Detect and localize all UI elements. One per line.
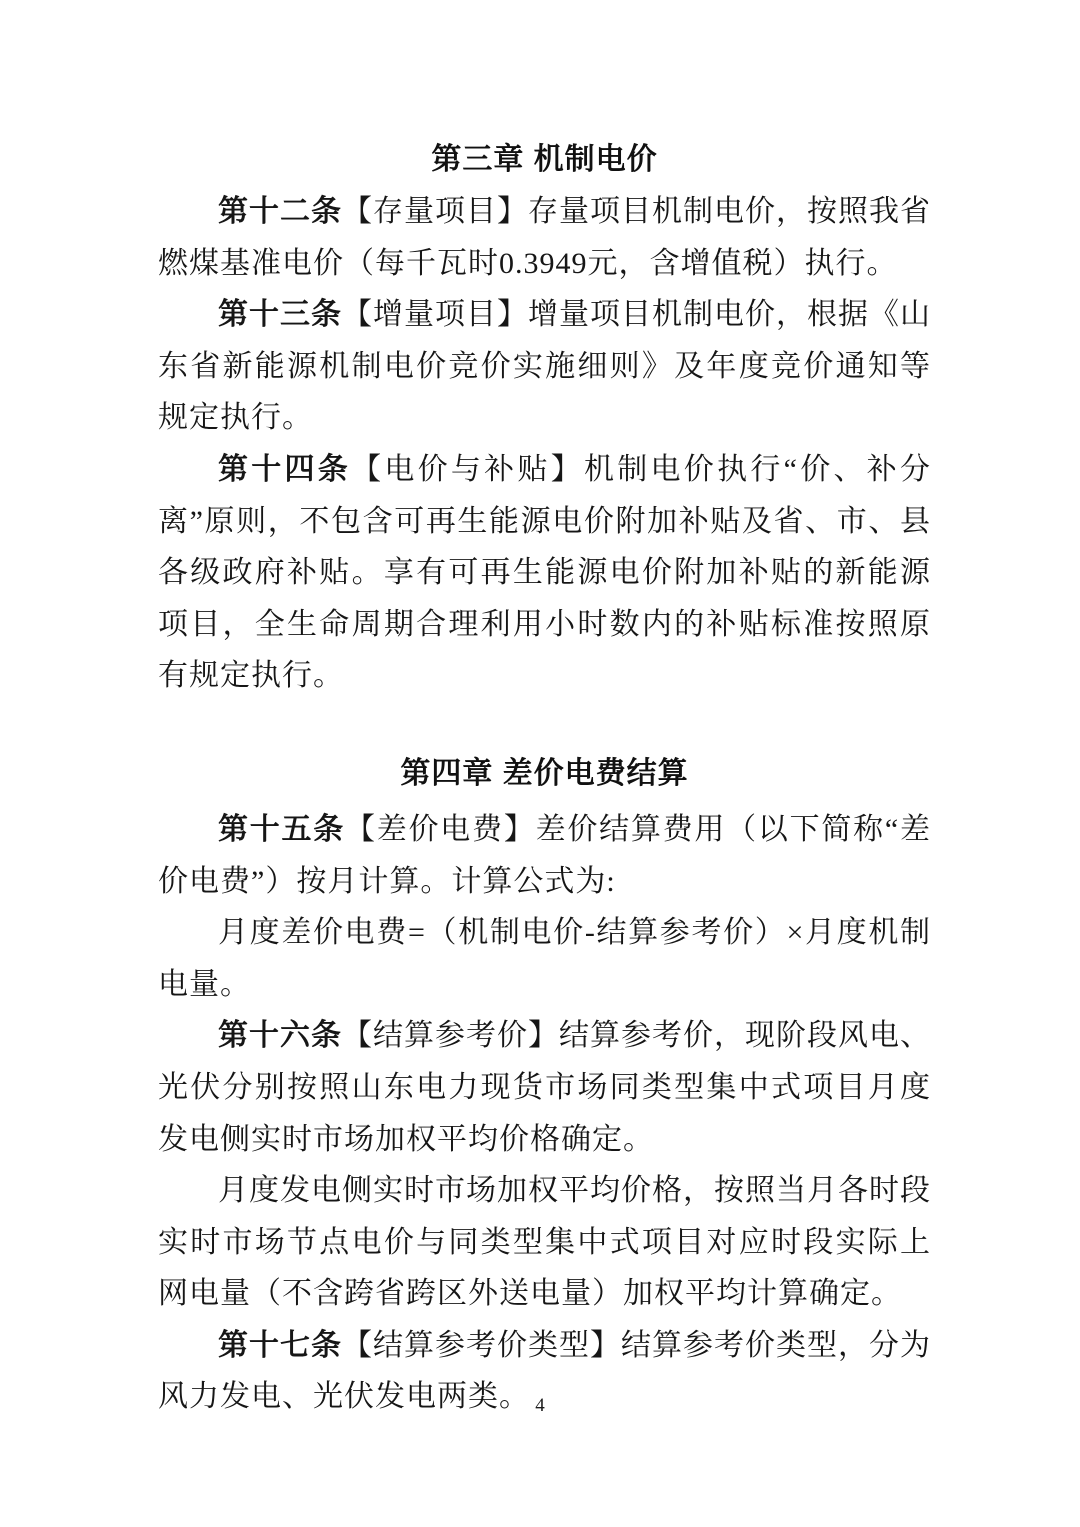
article-17-label: 【结算参考价类型】 bbox=[342, 1328, 621, 1362]
article-16-body: 结算参考价，现阶段风电、光伏分别按照山东电力现货市场同类型集中式项目月度发电侧实时市场加权平均价格确定。 bbox=[158, 1019, 931, 1156]
article-14-number: 第十四条 bbox=[218, 452, 352, 486]
formula-paragraph bbox=[158, 907, 931, 1010]
chapter-3-section bbox=[158, 134, 931, 702]
article-14-paragraph bbox=[158, 444, 931, 702]
article-17-body: 结算参考价类型，分为风力发电、光伏发电两类。 bbox=[158, 1328, 931, 1414]
page-number: 4 bbox=[535, 1395, 545, 1416]
article-15-label: 【差价电费】 bbox=[345, 812, 536, 846]
chapter-3-title: 第三章 机制电价 bbox=[431, 143, 658, 176]
article-12-body: 存量项目机制电价，按照我省燃煤基准电价（每千瓦时0.3949元，含增值税）执行。 bbox=[158, 195, 931, 280]
document-content bbox=[158, 134, 931, 1423]
chapter-4-title: 第四章 差价电费结算 bbox=[400, 756, 689, 790]
article-15-body: 差价结算费用（以下简称“差价电费”）按月计算。计算公式为: bbox=[158, 812, 931, 898]
formula-text: 月度差价电费=（机制电价-结算参考价）×月度机制电量。 bbox=[158, 916, 931, 1001]
article-13-paragraph bbox=[158, 289, 931, 444]
article-13-body: 增量项目机制电价，根据《山东省新能源机制电价竞价实施细则》及年度竞价通知等规定执行。 bbox=[158, 298, 931, 435]
article-12-paragraph bbox=[158, 186, 931, 289]
article-12-number: 第十二条 bbox=[218, 195, 342, 228]
article-14-body: 机制电价执行“价、补分离”原则，不包含可再生能源电价附加补贴及省、市、县各级政府补贴。享有可再生能源电价附加补贴的新能源项目，全生命周期合理利用小时数内的补贴标准按照原有规定执行。 bbox=[158, 452, 932, 693]
article-14-label: 【电价与补贴】 bbox=[351, 452, 584, 486]
article-16-paragraph bbox=[158, 1010, 931, 1165]
article-16-continuation-paragraph bbox=[158, 1165, 931, 1320]
article-16-continuation-body: 月度发电侧实时市场加权平均价格，按照当月各时段实时市场节点电价与同类型集中式项目对应时段实际上网电量（不含跨省跨区外送电量）加权平均计算确定。 bbox=[158, 1174, 931, 1311]
article-12-label: 【存量项目】 bbox=[342, 195, 528, 228]
article-13-label: 【增量项目】 bbox=[342, 298, 528, 332]
article-16-number: 第十六条 bbox=[218, 1019, 342, 1053]
chapter-4-section bbox=[158, 748, 931, 1423]
article-13-number: 第十三条 bbox=[218, 298, 342, 332]
article-17-number: 第十七条 bbox=[218, 1328, 342, 1362]
article-16-label: 【结算参考价】 bbox=[342, 1019, 559, 1053]
article-15-paragraph bbox=[158, 804, 931, 907]
article-15-number: 第十五条 bbox=[218, 812, 346, 846]
